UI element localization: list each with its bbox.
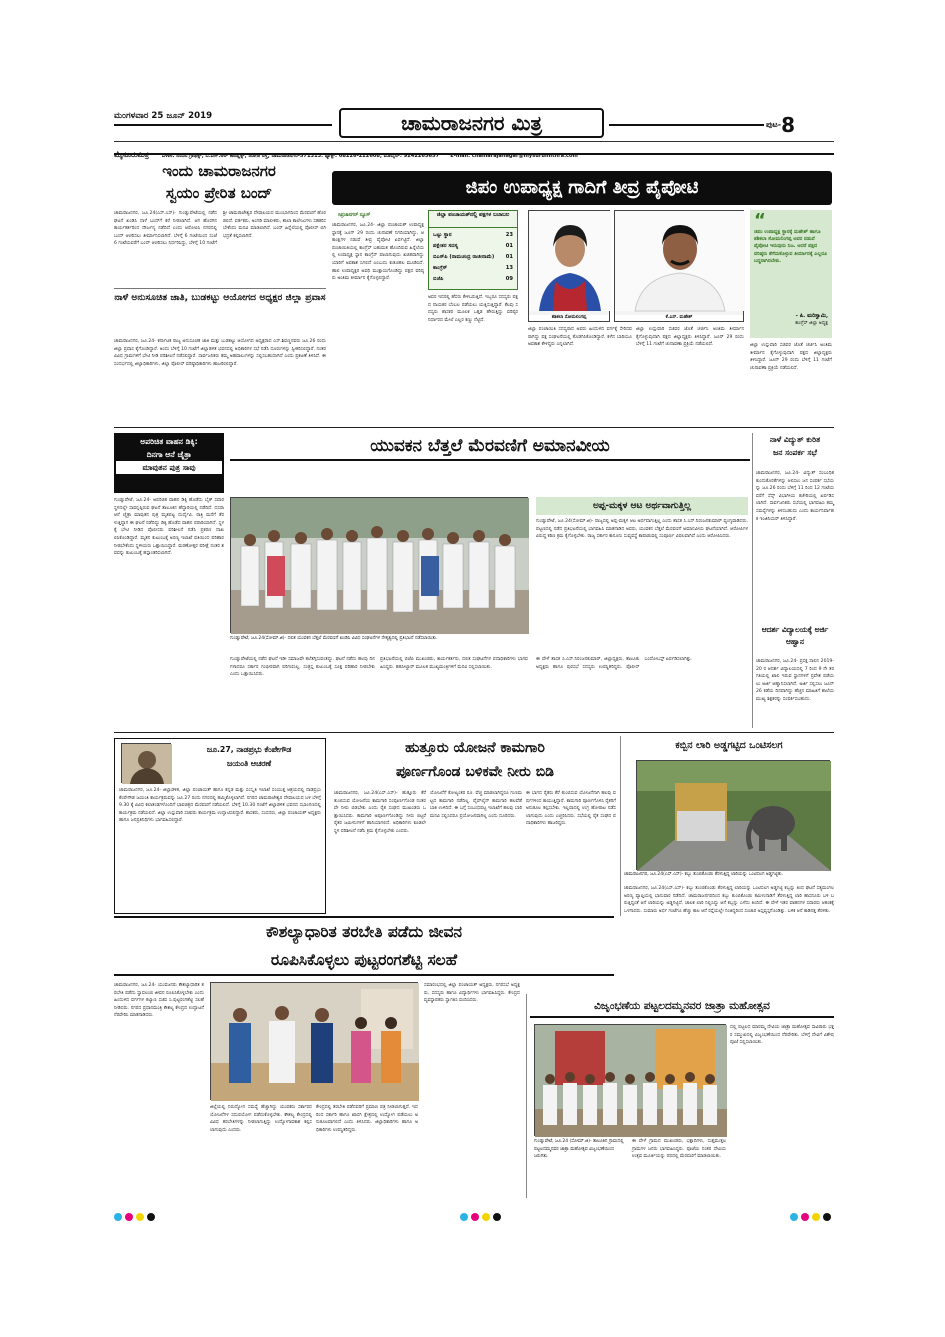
jatra-body-2: ಈ ವೇಳೆ ಗ್ರಾಮದ ಮುಖಂಡರು, ಭಕ್ತಾದಿಗಳು, ಸುತ್ತಮುತ್ತಲ ಗ್ರಾಮಗಳ ಜನರು ಭಾಗವಹಿಸಿದ್ದರು. ಪೂಜೆಯ ನಂತರ ದೇವಿಯ ಉತ್ಸವ ಮೂರ್ತಿಯನ್ನು ರಥದಲ್ಲಿ ಮೆರವಣಿಗೆ ಮಾಡಲಾಯಿತು. — [632, 1139, 726, 1160]
page-label: ಪುಟ- — [766, 120, 782, 129]
sub-logo: ಮೈಸೂರುಮಿತ್ರ — [114, 150, 149, 159]
party-strength-rows — [429, 228, 517, 287]
huttur-headline-line-2: ಪೂರ್ಣಗೊಂಡ ಬಳಿಕವೇ ನೀರು ಬಿಡಿ — [396, 764, 554, 780]
registration-marks-center — [460, 1206, 504, 1225]
adarsha-body: ಚಾಮರಾಜನಗರ, ಜೂ.24- ಪ್ರಸಕ್ತ ಸಾಲಿನ 2019-20 ರ ಆದರ್ಶ ವಿದ್ಯಾಲಯದಲ್ಲಿ 7 ರಿಂದ 9 ನೇ ತರಗತಿಯಲ್ಲಿ ಖಾಲಿ ಇರುವ ಸ್ಥಾನಗಳಿಗೆ ಪ್ರವೇಶ ಪಡೆಯಲು ಅರ್ಜಿ ಆಹ್ವಾನಿಸಲಾಗಿದೆ. ಅರ್ಜಿ ಸಲ್ಲಿಸಲು ಜೂನ್ 26 ಕಡೆಯ ದಿನವಾಗಿದ್ದು ಹೆಚ್ಚಿನ ಮಾಹಿತಿಗೆ ಶಾಲೆಯ ಮುಖ್ಯ ಶಿಕ್ಷಕರನ್ನು ಸಂಪರ್ಕಿಸಬಹುದು. — [756, 659, 834, 702]
bandh-headline-line-2: ಸ್ವಯಂ ಪ್ರೇರಿತ ಬಂದ್ — [165, 184, 273, 202]
divider — [114, 732, 834, 733]
divider — [114, 288, 326, 289]
jatra-photo-caption: ಗುಂಡ್ಲುಪೇಟೆ, ಜೂ.24 (ಸೋಮ್.ಜಿ)- ತಾಲೂಕಿನ ಗ್ರಾಮದಲ್ಲಿ ಪಟ್ಟಲದಮ್ಮನವರ ಜಾತ್ರಾ ಮಹೋತ್ಸವ ವಿಜೃಂಭಣೆಯಿಂದ ಜರುಗಿತು. — [534, 1139, 624, 1159]
protest-photo — [230, 497, 528, 633]
bandh-headline — [114, 160, 324, 206]
candidate-caption-1: ಶಶಿಕಲಾ ಸೋಮಲಿಂಗಪ್ಪ — [529, 315, 609, 321]
lorry-headline: ಕಬ್ಬಿನ ಲಾರಿ ಅಡ್ಡಗಟ್ಟಿದ ಒಂಟಿಸಲಗ — [675, 740, 783, 751]
accident-headline-line-3: ಮಾವುತನ ಪುತ್ರ ಸಾವು — [116, 461, 222, 474]
kaushalya-headline-line-1: ಕೌಶಲ್ಯಾಧಾರಿತ ತರಬೇತಿ ಪಡೆದು ಜೀವನ — [265, 923, 463, 941]
party-name: ಕಾಂಗ್ರೆಸ್ — [433, 265, 448, 271]
protest-photo-caption: ಗುಂಡ್ಲುಪೇಟೆ, ಜೂ.24(ಸೋಮ್.ಜಿ)- ದಲಿತ ಯುವಕನ ಬೆತ್ತಲೆ ಮೆರವಣಿಗೆ ಖಂಡಿಸಿ ವಿವಿಧ ಸಂಘಟನೆಗಳ ನೇತೃತ್ವದಲ್ಲಿ ಪ್ರತಿಭಟನೆ ನಡೆಸಲಾಯಿತು. — [230, 636, 438, 641]
yuvaka-headline: ಯುವಕನ ಬೆತ್ತಲೆ ಮೆರವಣಿಗೆ ಅಮಾನವೀಯ — [230, 431, 750, 461]
bandh-body: ಚಾಮರಾಜನಗರ, ಜೂ.24(ಎಸ್.ಎಸ್)- ಗುಂಡ್ಲುಪೇಟೆಯಲ್ಲಿ ನಡೆದ ಘಟನೆ ಖಂಡಿಸಿ ನಾಳೆ ಬಂದ್‌ಗೆ ಕರೆ ನೀಡಲಾಗಿದೆ. ಆಗ ಹೊರಗಿನ ಕಾರ್ಯಕರ್ತರಿಂದ ದೌರ್ಜನ್ಯ ನಡೆದಿದೆ ಎಂದು ಆರೋಪಿಸಿ ನಗರದಲ್ಲಿ ಬಂದ್ ಆಚರಿಸಲು ತೀರ್ಮಾನಿಸಲಾಗಿದೆ. ಬೆಳಿಗ್ಗೆ 6 ಗಂಟೆಯಿಂದ ಸಂಜೆ 6 ಗಂಟೆಯವರೆಗೆ ಬಂದ್ ಆಚರಿಸಲು ನಿರ್ಧರಿಸಿದ್ದು, ಬೆಳಿಗ್ಗೆ 10 ಗಂಟೆಗೆ ಶ್ರೀ ಚಾಮರಾಜೇಶ್ವರ ದೇವಾಲಯದ ಮುಂಭಾಗದಿಂದ ಮೆರವಣಿಗೆ ಹೊರಡಲಿದೆ. ವರ್ತಕರು, ಅಂಗಡಿ ಮಾಲೀಕರು, ಶಾಲಾ ಕಾಲೇಜುಗಳು ಸಹಕರಿಸಬೇಕೆಂದು ಮನವಿ ಮಾಡಲಾಗಿದೆ. ಬಂದ್ ಹಿನ್ನೆಲೆಯಲ್ಲಿ ಪೊಲೀಸ್ ಬಿಗಿ ಭದ್ರತೆ ಕಲ್ಪಿಸಲಾಗಿದೆ. — [114, 211, 326, 247]
party-strength-row — [433, 230, 513, 241]
huttur-headline-line-1: ಹುತ್ತೂರು ಯೋಜನೆ ಕಾಮಗಾರಿ — [405, 740, 545, 756]
party-seat-count: 01 — [505, 254, 513, 260]
japam-body-3: ಜಿಲ್ಲಾ ಪಂಚಾಯಿತಿ ಸದಸ್ಯರಾದ ಅವರು ಹಿಂದುಳಿದ ವರ್ಗಕ್ಕೆ ಸೇರಿದವರಾಗಿದ್ದು ಪಕ್ಷ ಸಂಘಟನೆಯಲ್ಲಿ ತೊಡಗಿಸಿಕೊಂಡಿದ್ದಾರೆ. ಕಳೆದ ಬಾರಿಯೂ ಅವಕಾಶ ಕೇಳಿದ್ದರು ಎನ್ನಲಾಗಿದೆ. — [528, 327, 632, 348]
accident-headline-line-2: ದಿನಗಾ ಆನೆ ಚೈತ್ರಾ — [146, 450, 192, 459]
quote-role: ಕಾಂಗ್ರೆಸ್ ಜಿಲ್ಲಾ ಅಧ್ಯಕ್ಷ — [795, 321, 828, 326]
candidate-caption-2: ಕೆ.ಎಸ್. ಮಹೇಶ್ — [615, 315, 743, 321]
adarsha-headline: ಆದರ್ಶ ವಿದ್ಯಾಲಯಕ್ಕೆ ಅರ್ಜಿ ಆಹ್ವಾನ — [761, 625, 829, 646]
party-strength-row — [433, 252, 513, 263]
kaushalya-headline-line-2: ರೂಪಿಸಿಕೊಳ್ಳಲು ಪುಟ್ಟರಂಗಶೆಟ್ಟಿ ಸಲಹೆ — [270, 951, 458, 969]
japam-kicker: ಸಿಪ್ರಜಾನಗರ್ ನ್ಯೂಸ್ — [338, 213, 371, 218]
candidate-photo-man — [614, 210, 744, 322]
yuvaka-subheadline: ಅಪ್ಪ-ಮಕ್ಕಳ ಆಟ ಅರ್ಥವಾಗುತ್ತಿಲ್ಲ — [592, 501, 692, 511]
huttur-headline — [334, 736, 616, 786]
party-name: ಬಿಎಸ್‌ಪಿ (ರಾಮಚಂದ್ರ ರಾಜೀನಾಮೆ) — [433, 254, 495, 260]
japam-headline-band — [332, 171, 832, 205]
japam-body-4: ಜಿಲ್ಲಾ ಉಸ್ತುವಾರಿ ಸಚಿವರ ಜೊತೆ ಚರ್ಚಿಸಿ ಅಂತಿಮ ತೀರ್ಮಾನ ಕೈಗೊಳ್ಳುವುದಾಗಿ ಪಕ್ಷದ ಜಿಲ್ಲಾಧ್ಯಕ್ಷರು ತಿಳಿಸಿದ್ದಾರೆ. ಜೂನ್ 29 ರಂದು ಬೆಳಿಗ್ಗೆ 11 ಗಂಟೆಗೆ ಚುನಾವಣಾ ಪ್ರಕ್ರಿಯೆ ನಡೆಯಲಿದೆ. — [636, 327, 744, 348]
yuvaka-body-4: ಈ ವೇಳೆ ಶಾಸಕ ಸಿ.ಎಸ್.ನಿರಂಜನಕುಮಾರ್, ಜಿಲ್ಲಾಧ್ಯಕ್ಷರು, ತಾಲೂಕು ಅಧ್ಯಕ್ಷರು ಹಾಗೂ ಪುರಸಭೆ ಸದಸ್ಯರು ಉಪಸ್ಥಿತರಿದ್ದರು. ಪೊಲೀಸ್ ಬಂದೋಬಸ್ತ್ ಏರ್ಪಡಿಸಲಾಗಿತ್ತು. — [536, 657, 693, 670]
kempegowda-box — [114, 738, 326, 914]
yuvaka-body-2: ಗುಂಡ್ಲುಪೇಟೆಯಲ್ಲಿ ನಡೆದ ಘಟನೆ ಇಡೀ ಸಮಾಜವೇ ತಲೆತಗ್ಗಿಸುವಂತದ್ದು. ಘಟನೆ ನಡೆದು ಹಲವು ದಿನಗಳಾದರೂ ಸರ್ಕಾರ ಗಂಭೀರವಾಗಿ ಪರಿಗಣಿಸಿಲ್ಲ. ಸಂತ್ರಸ್ತ ಕುಟುಂಬಕ್ಕೆ ಸೂಕ್ತ ಪರಿಹಾರ ನೀಡಬೇಕು ಎಂದು ಒತ್ತಾಯಿಸಿದರು. — [230, 657, 375, 678]
kempegowda-headline-box — [175, 743, 323, 783]
party-seat-count: 23 — [505, 232, 513, 238]
party-strength-row — [433, 263, 513, 274]
sc-st-headline: ನಾಳೆ ಅನುಸೂಚಿತ ಜಾತಿ, ಬುಡಕಟ್ಟು ಆಯೋಗದ ಅಧ್ಯಕ್ಷರ ಜಿಲ್ಲಾ ಪ್ರವಾಸ — [114, 292, 326, 303]
quote-author: - ಪಿ. ಮರಿಸ್ವಾಮಿ, — [795, 313, 828, 319]
jatra-photo — [534, 1024, 726, 1136]
vidyut-headline — [756, 433, 834, 467]
party-name: ಒಟ್ಟು ಸ್ಥಾನ — [433, 232, 452, 238]
party-seat-count: 01 — [505, 243, 513, 249]
vidyut-headline-line-2: ಜನ ಸಂಪರ್ಕ ಸಭೆ — [773, 448, 817, 457]
masthead-rule-right — [609, 124, 764, 126]
yuvaka-body-3: ಪ್ರತಿಭಟನೆಯಲ್ಲಿ ಬಿಜೆಪಿ ಮುಖಂಡರು, ಕಾರ್ಯಕರ್ತರು, ದಲಿತ ಸಂಘಟನೆಗಳ ಪದಾಧಿಕಾರಿಗಳು ಭಾಗವಹಿಸಿದ್ದರು. ತಹಸೀಲ್ದಾರ್ ಮೂಲಕ ಮುಖ್ಯಮಂತ್ರಿಗಳಿಗೆ ಮನವಿ ಸಲ್ಲಿಸಲಾಯಿತು. — [380, 657, 528, 670]
address-strip — [114, 141, 834, 159]
bandh-headline-line-1: ಇಂದು ಚಾಮರಾಜನಗರ — [162, 162, 276, 180]
kaushalya-headline — [114, 916, 614, 976]
candidate-photo-woman — [528, 210, 610, 322]
vidyut-headline-line-1: ನಾಳೆ ವಿದ್ಯುತ್ ಕುರಿತ — [769, 435, 821, 444]
skill-centre-photo — [210, 982, 418, 1100]
japam-headline: ಜಿಪಂ ಉಪಾಧ್ಯಕ್ಷ ಗಾದಿಗೆ ತೀವ್ರ ಪೈಪೋಟಿ — [465, 177, 699, 198]
party-strength-row — [433, 274, 513, 285]
kempegowda-headline-line-1: ಜೂ.27, ನಾಡಪ್ರಭು ಕೆಂಪೇಗೌಡ — [206, 745, 292, 754]
kaushalya-body-3: ಕೇಂದ್ರದಲ್ಲಿ ತರಬೇತಿ ಪಡೆದವರಿಗೆ ಪ್ರಮಾಣ ಪತ್ರ ನೀಡಲಾಗುತ್ತದೆ. ಇದರಿಂದ ಸರ್ಕಾರಿ ಹಾಗೂ ಖಾಸಗಿ ಕ್ಷೇತ್ರದಲ್ಲಿ ಉದ್ಯೋಗ ಪಡೆಯಲು ಅನುಕೂಲವಾಗಲಿದೆ ಎಂದು ತಿಳಿಸಿದರು. ಜಿಲ್ಲಾಧಿಕಾರಿಗಳು ಹಾಗೂ ಅಧಿಕಾರಿಗಳು ಉಪಸ್ಥಿತರಿದ್ದರು. — [316, 1105, 418, 1133]
kempegowda-portrait — [121, 743, 171, 783]
divider — [752, 433, 753, 728]
party-name: ಪಕ್ಷೇತರ ಸದಸ್ಯ — [433, 243, 459, 249]
party-seat-count: 13 — [505, 265, 513, 271]
accident-headline-box — [114, 433, 224, 493]
address-text: ವಿಳಾಸ: ನಂದಿನಿ ಗ್ರಾಫಿಕ್ಸ್, ಬಿ.ಎಸ್.ಆರ್ ಕಾಂಪ್ಲೆಕ್ಸ್, ಜೋಡಿ ರಸ್ತೆ, ಚಾಮರಾಜನಗರ-571313. ಫ್ಯಾಕ್ಸ್: 08226-222608, ಮೊಬೈಲ್: 9242265657 — [161, 153, 440, 159]
quote-followup: ಜಿಲ್ಲಾ ಉಸ್ತುವಾರಿ ಸಚಿವರ ಜೊತೆ ಚರ್ಚಿಸಿ ಅಂತಿಮ ತೀರ್ಮಾನ ಕೈಗೊಳ್ಳುವುದಾಗಿ ಪಕ್ಷದ ಜಿಲ್ಲಾಧ್ಯಕ್ಷರು ತಿಳಿಸಿದ್ದಾರೆ. ಜೂನ್ 29 ರಂದು ಬೆಳಿಗ್ಗೆ 11 ಗಂಟೆಗೆ ಚುನಾವಣಾ ಪ್ರಕ್ರಿಯೆ ನಡೆಯಲಿದೆ. — [750, 343, 832, 371]
party-name: ಬಿಜೆಪಿ — [433, 276, 444, 282]
masthead-date: ಮಂಗಳವಾರ 25 ಜೂನ್ 2019 — [114, 111, 213, 121]
kempegowda-headline-line-2: ಜಯಂತಿ ಆಚರಣೆ — [226, 759, 272, 768]
registration-marks-left — [114, 1206, 158, 1225]
masthead-rule-left — [114, 124, 332, 126]
huttur-body-1: ಚಾಮರಾಜನಗರ, ಜೂ.24(ಎಸ್.ಎಸ್)- ಹುತ್ತೂರು ಕೆರೆ ತುಂಬಿಸುವ ಯೋಜನೆಯ ಕಾಮಗಾರಿ ಸಂಪೂರ್ಣಗೊಂಡ ನಂತರವೇ ನೀರು ಬಿಡಬೇಕು ಎಂದು ರೈತ ಸಂಘದ ಮುಖಂಡರು ಒತ್ತಾಯಿಸಿದರು. ಕಾಮಗಾರಿ ಅಪೂರ್ಣಗೊಂಡಿದ್ದು ನೀರು ಬಿಟ್ಟರೆ ರೈತರ ಜಮೀನುಗಳಿಗೆ ಹಾನಿಯಾಗಲಿದೆ. ಅಧಿಕಾರಿಗಳು ಕೂಡಲೇ ಸ್ಥಳ ಪರಿಶೀಲನೆ ನಡೆಸಿ ಕ್ರಮ ಕೈಗೊಳ್ಳಬೇಕು ಎಂದರು. — [334, 791, 426, 834]
quote-mark-icon: “ — [754, 210, 766, 231]
accident-headline-line-1: ಅಪರಿಚಿತ ವಾಹನ ಡಿಕ್ಕಿ: — [140, 437, 198, 446]
huttur-body-2: ಯೋಜನೆಗೆ ಕೋಟ್ಯಂತರ ರೂ. ವೆಚ್ಚ ಮಾಡಲಾಗಿದ್ದರೂ ಗುಣಮಟ್ಟದ ಕಾಮಗಾರಿ ನಡೆದಿಲ್ಲ. ಪೈಪ್‌ಲೈನ್ ಕಾಮಗಾರಿ ಹಲವೆಡೆ ಬಾಕಿ ಉಳಿದಿದೆ. ಈ ಬಗ್ಗೆ ಸಂಬಂಧಪಟ್ಟ ಇಲಾಖೆಗೆ ಹಲವು ಬಾರಿ ಮನವಿ ಸಲ್ಲಿಸಿದರೂ ಪ್ರಯೋಜನವಾಗಿಲ್ಲ ಎಂದು ದೂರಿದರು. — [430, 791, 522, 819]
elephant-photo-caption: ಚಾಮರಾಜನಗರ, ಜೂ.24(ಎಸ್.ಎಸ್)- ಕಬ್ಬು ತುಂಬಿಕೊಂಡು ತೆರಳುತ್ತಿದ್ದ ಲಾರಿಯನ್ನು ಒಂಟಿಸಲಗ ಅಡ್ಡಗಟ್ಟಿತು. — [624, 872, 784, 877]
elephant-photo — [636, 760, 830, 870]
divider — [620, 736, 621, 916]
vidyut-body: ಚಾಮರಾಜನಗರ, ಜೂ.24- ವಿದ್ಯುತ್ ಸಂಬಂಧಿತ ಕುಂದುಕೊರತೆಗಳನ್ನು ಆಲಿಸಲು ಜನ ಸಂಪರ್ಕ ಸಭೆಯನ್ನು ಜೂ.26 ರಂದು ಬೆಳಿಗ್ಗೆ 11 ರಿಂದ 12 ಗಂಟೆಯವರೆಗೆ ಸೆಸ್ಕ್ ವಿಭಾಗೀಯ ಕಚೇರಿಯಲ್ಲಿ ಏರ್ಪಡಿಸಲಾಗಿದೆ. ಸಾರ್ವಜನಿಕರು ಸಭೆಯಲ್ಲಿ ಭಾಗವಹಿಸಿ ತಮ್ಮ ಸಮಸ್ಯೆಗಳನ್ನು ತಿಳಿಸಬಹುದು ಎಂದು ಕಾರ್ಯನಿರ್ವಾಹಕ ಇಂಜಿನಿಯರ್ ತಿಳಿಸಿದ್ದಾರೆ. — [756, 471, 834, 522]
kaushalya-body-1: ಚಾಮರಾಜನಗರ, ಜೂ.24- ಯುವಜನರು ಕೌಶಲ್ಯಾಧಾರಿತ ತರಬೇತಿ ಪಡೆದು ಸ್ವಾವಲಂಬಿ ಜೀವನ ರೂಪಿಸಿಕೊಳ್ಳಬೇಕು ಎಂದು ಹಿಂದುಳಿದ ವರ್ಗಗಳ ಕಲ್ಯಾಣ ಸಚಿವ ಸಿ.ಪುಟ್ಟರಂಗಶೆಟ್ಟಿ ಸಲಹೆ ನೀಡಿದರು. ನಗರದ ಪ್ರಧಾನಮಂತ್ರಿ ಕೌಶಲ್ಯ ಕೇಂದ್ರದ ಉದ್ಘಾಟನೆ ನೆರವೇರಿಸಿ ಮಾತನಾಡಿದರು. — [114, 983, 204, 1019]
party-strength-row — [433, 241, 513, 252]
yuvaka-body-1: ಗುಂಡ್ಲುಪೇಟೆ, ಜೂ.24(ಸೋಮ್.ಜಿ)- ರಾಜ್ಯದಲ್ಲಿ ಅಪ್ಪ-ಮಕ್ಕಳ ಆಟ ಅರ್ಥವಾಗುತ್ತಿಲ್ಲ ಎಂದು ಶಾಸಕ ಸಿ.ಎಸ್.ನಿರಂಜನಕುಮಾರ್ ವ್ಯಂಗ್ಯವಾಡಿದರು. ಪಟ್ಟಣದಲ್ಲಿ ನಡೆದ ಪ್ರತಿಭಟನೆಯಲ್ಲಿ ಭಾಗವಹಿಸಿ ಮಾತನಾಡಿದ ಅವರು, ಯುವಕನ ಬೆತ್ತಲೆ ಮೆರವಣಿಗೆ ಅಮಾನವೀಯ ಘಟನೆಯಾಗಿದೆ. ಆರೋಪಿಗಳ ವಿರುದ್ಧ ಕಠಿಣ ಕ್ರಮ ಕೈಗೊಳ್ಳಬೇಕು. ರಾಜ್ಯ ಸರ್ಕಾರ ಕಾನೂನು ಸುವ್ಯವಸ್ಥೆ ಕಾಪಾಡುವಲ್ಲಿ ಸಂಪೂರ್ಣ ವಿಫಲವಾಗಿದೆ ಎಂದು ಆರೋಪಿಸಿದರು. — [536, 519, 748, 540]
divider — [526, 994, 527, 1198]
kaushalya-body-2: ಜಿಲ್ಲೆಯಲ್ಲಿ ನಿರುದ್ಯೋಗ ಸಮಸ್ಯೆ ಹೆಚ್ಚಾಗಿದ್ದು ಯುವಕರು ಸರ್ಕಾರದ ಯೋಜನೆಗಳ ಸದುಪಯೋಗ ಪಡೆದುಕೊಳ್ಳಬೇಕು. ಕೌಶಲ್ಯ ಕೇಂದ್ರದಲ್ಲಿ ವಿವಿಧ ತರಬೇತಿಗಳನ್ನು ನೀಡಲಾಗುತ್ತಿದ್ದು ಉದ್ಯೋಗಾವಕಾಶ ಕಲ್ಪಿಸಲಾಗುವುದು ಎಂದರು. — [210, 1105, 312, 1133]
jatra-body-1: ದಲ್ಲಿ ಪಟ್ಟಲದ ಮಾರಮ್ಮ ದೇವಿಯ ಜಾತ್ರಾ ಮಹೋತ್ಸವ ಸಾವಿರಾರು ಭಕ್ತರ ಸಮ್ಮುಖದಲ್ಲಿ ವಿಜೃಂಭಣೆಯಿಂದ ನೆರವೇರಿತು. ಬೆಳಿಗ್ಗೆ ದೇವಿಗೆ ವಿಶೇಷ ಪೂಜೆ ಸಲ್ಲಿಸಲಾಯಿತು. — [730, 1025, 834, 1046]
japam-body-2: ಅವರ ಇದರಲ್ಲಿ ಹೆಸರು ಕೇಳಿಬರುತ್ತಿದೆ. ಇಬ್ಬರೂ ಸದಸ್ಯರು ಪಕ್ಷದ ನಾಯಕರ ಬೆಂಬಲ ಪಡೆಯಲು ಯತ್ನಿಸುತ್ತಿದ್ದಾರೆ. ಕೆಲವು ಸದಸ್ಯರು ಶಾಸಕರ ಮೂಲಕ ಒತ್ತಡ ಹೇರುತ್ತಿದ್ದು ವರಿಷ್ಠರ ನಿರ್ಧಾರದ ಮೇಲೆ ಎಲ್ಲರ ಕಣ್ಣು ನೆಟ್ಟಿದೆ. — [428, 295, 518, 323]
registration-marks-right — [790, 1206, 834, 1225]
huttur-body-3: ಈ ಭಾಗದ ರೈತರು ಕೆರೆ ತುಂಬಿಸುವ ಯೋಜನೆಗಾಗಿ ಹಲವು ವರ್ಷಗಳಿಂದ ಕಾಯುತ್ತಿದ್ದಾರೆ. ಕಾಮಗಾರಿ ಪೂರ್ಣಗೊಳಿಸಿ ರೈತರಿಗೆ ಅನುಕೂಲ ಕಲ್ಪಿಸಬೇಕು. ಇಲ್ಲವಾದಲ್ಲಿ ಉಗ್ರ ಹೋರಾಟ ನಡೆಸಲಾಗುವುದು ಎಂದು ಎಚ್ಚರಿಸಿದರು. ಸಭೆಯಲ್ಲಿ ರೈತ ಸಂಘದ ಪದಾಧಿಕಾರಿಗಳು ಹಾಜರಿದ್ದರು. — [526, 791, 616, 827]
sc-st-body: ಚಾಮರಾಜನಗರ, ಜೂ.24- ಕರ್ನಾಟಕ ರಾಜ್ಯ ಅನುಸೂಚಿತ ಜಾತಿ ಮತ್ತು ಬುಡಕಟ್ಟು ಆಯೋಗದ ಅಧ್ಯಕ್ಷರಾದ ಎಸ್.ಶಿವಣ್ಣನವರು ಜೂ.26 ರಂದು ಜಿಲ್ಲಾ ಪ್ರವಾಸ ಕೈಗೊಂಡಿದ್ದಾರೆ. ಅಂದು ಬೆಳಿಗ್ಗೆ 10 ಗಂಟೆಗೆ ಜಿಲ್ಲಾಡಳಿತ ಭವನದಲ್ಲಿ ಅಧಿಕಾರಿಗಳ ಸಭೆ ನಡೆಸಿ ದೂರುಗಳನ್ನು ಸ್ವೀಕರಿಸಲಿದ್ದಾರೆ. ನಂತರ ವಿವಿಧ ಗ್ರಾಮಗಳಿಗೆ ಭೇಟಿ ನೀಡಿ ಪರಿಶೀಲನೆ ನಡೆಸಲಿದ್ದಾರೆ. ಸಾರ್ವಜನಿಕರು ತಮ್ಮ ಅಹವಾಲುಗಳನ್ನು ಸಲ್ಲಿಸಬಹುದಾಗಿದೆ ಎಂದು ಪ್ರಕಟಣೆ ತಿಳಿಸಿದೆ. ಈ ಸಂದರ್ಭದಲ್ಲಿ ಜಿಲ್ಲಾಧಿಕಾರಿಗಳು, ಜಿಲ್ಲಾ ಪೊಲೀಸ್ ವರಿಷ್ಠಾಧಿಕಾರಿಗಳು ಹಾಜರಿರಲಿದ್ದಾರೆ. — [114, 339, 326, 367]
japam-body-1: ಚಾಮರಾಜನಗರ, ಜೂ.24- ಜಿಲ್ಲಾ ಪಂಚಾಯತ್ ಉಪಾಧ್ಯಕ್ಷ ಸ್ಥಾನಕ್ಕೆ ಜೂನ್ 29 ರಂದು ಚುನಾವಣೆ ನಿಗದಿಯಾಗಿದ್ದು, ಆಕಾಂಕ್ಷಿಗಳ ನಡುವೆ ತೀವ್ರ ಪೈಪೋಟಿ ಏರ್ಪಟ್ಟಿದೆ. ಜಿಲ್ಲಾ ಪಂಚಾಯಿತಿಯಲ್ಲಿ ಕಾಂಗ್ರೆಸ್ ಬಹುಮತ ಹೊಂದಿರುವ ಹಿನ್ನೆಲೆಯಲ್ಲಿ ಉಪಾಧ್ಯಕ್ಷ ಸ್ಥಾನ ಕಾಂಗ್ರೆಸ್ ಪಾಲಾಗುವುದು ಖಚಿತವಾಗಿದ್ದು ಯಾರಿಗೆ ಅವಕಾಶ ಸಿಗಲಿದೆ ಎಂಬುದು ಕುತೂಹಲ ಮೂಡಿಸಿದೆ. ಹಾಲಿ ಉಪಾಧ್ಯಕ್ಷರ ಅವಧಿ ಮುಕ್ತಾಯಗೊಂಡಿದ್ದು ಪಕ್ಷದ ವರಿಷ್ಠರು ಅಂತಿಮ ತೀರ್ಮಾನ ಕೈಗೊಳ್ಳಲಿದ್ದಾರೆ. — [332, 223, 424, 282]
page-number-box — [766, 113, 834, 135]
divider — [114, 427, 834, 428]
jatra-headline: ವಿಜೃಂಭಣೆಯ ಪಟ್ಟಲದಮ್ಮನವರ ಜಾತ್ರಾ ಮಹೋತ್ಸವ — [530, 994, 834, 1018]
party-strength-box — [428, 210, 518, 290]
yuvaka-subheadline-box — [536, 497, 748, 515]
page-number: 8 — [781, 113, 795, 137]
masthead-title: ಚಾಮರಾಜನಗರ ಮಿತ್ರ — [339, 108, 604, 138]
kaushalya-body-4: ಸಮಾರಂಭದಲ್ಲಿ ಜಿಲ್ಲಾ ಪಂಚಾಯತ್ ಅಧ್ಯಕ್ಷರು, ನಗರಸಭೆ ಅಧ್ಯಕ್ಷರು, ಸದಸ್ಯರು ಹಾಗೂ ವಿದ್ಯಾರ್ಥಿಗಳು ಭಾಗವಹಿಸಿದ್ದರು. ಕೇಂದ್ರದ ವ್ಯವಸ್ಥಾಪಕರು ಸ್ವಾಗತಿಸಿ ವಂದಿಸಿದರು. — [424, 983, 520, 1004]
party-strength-title: ಜಿಲ್ಲಾ ಪಂಚಾಯತ್‌ನಲ್ಲಿ ಪಕ್ಷಗಳ ಬಲಾಬಲ — [429, 211, 517, 228]
party-seat-count: 09 — [505, 276, 513, 282]
accident-body: ಗುಂಡ್ಲುಪೇಟೆ, ಜೂ.24- ಅಪರಿಚಿತ ವಾಹನ ಡಿಕ್ಕಿ ಹೊಡೆದು ಬೈಕ್ ಸವಾರ ಸ್ಥಳದಲ್ಲೇ ಸಾವನ್ನಪ್ಪಿರುವ ಘಟನೆ ತಾಲೂಕಿನ ಹೆದ್ದಾರಿಯಲ್ಲಿ ನಡೆದಿದೆ. ದಸರಾ ಆನೆ ಚೈತ್ರಾ ಮಾವುತನ ಪುತ್ರ ಮೃತಪಟ್ಟ ದುರ್ದೈವಿ. ರಾತ್ರಿ ಮನೆಗೆ ತೆರಳುತ್ತಿದ್ದಾಗ ಈ ಘಟನೆ ನಡೆದಿದ್ದು ಡಿಕ್ಕಿ ಹೊಡೆದ ವಾಹನ ಪರಾರಿಯಾಗಿದೆ. ಸ್ಥಳಕ್ಕೆ ಭೇಟಿ ನೀಡಿದ ಪೊಲೀಸರು ಪರಿಶೀಲನೆ ನಡೆಸಿ ಪ್ರಕರಣ ದಾಖಲಿಸಿಕೊಂಡಿದ್ದಾರೆ. ಮೃತನ ಕುಟುಂಬಕ್ಕೆ ಅರಣ್ಯ ಇಲಾಖೆ ವತಿಯಿಂದ ಪರಿಹಾರ ನೀಡಬೇಕೆಂದು ಸ್ಥಳೀಯರು ಒತ್ತಾಯಿಸಿದ್ದಾರೆ. ಮರಣೋತ್ತರ ಪರೀಕ್ಷೆ ನಂತರ ಶವವನ್ನು ಕುಟುಂಬಕ್ಕೆ ಹಸ್ತಾಂತರಿಸಲಾಗಿದೆ. — [114, 498, 224, 557]
kempegowda-body: ಚಾಮರಾಜನಗರ, ಜೂ.24- ಜಿಲ್ಲಾಡಳಿತ, ಜಿಲ್ಲಾ ಪಂಚಾಯತ್ ಹಾಗೂ ಕನ್ನಡ ಮತ್ತು ಸಂಸ್ಕೃತಿ ಇಲಾಖೆ ಸಂಯುಕ್ತ ಆಶ್ರಯದಲ್ಲಿ ನಾಡಪ್ರಭು ಕೆಂಪೇಗೌಡ ಜಯಂತಿ ಕಾರ್ಯಕ್ರಮವನ್ನು ಜೂ.27 ರಂದು ನಗರದಲ್ಲಿ ಹಮ್ಮಿಕೊಳ್ಳಲಾಗಿದೆ. ನಗರದ ಚಾಮರಾಜೇಶ್ವರ ದೇವಾಲಯದ ಬಳಿ ಬೆಳಿಗ್ಗೆ 9.30 ಕ್ಕೆ ವಿವಿಧ ಕಲಾತಂಡಗಳೊಂದಿಗೆ ಭಾವಚಿತ್ರದ ಮೆರವಣಿಗೆ ನಡೆಯಲಿದೆ. ಬೆಳಿಗ್ಗೆ 10.30 ಗಂಟೆಗೆ ಜಿಲ್ಲಾಡಳಿತ ಭವನದ ಸಭಾಂಗಣದಲ್ಲಿ ಕಾರ್ಯಕ್ರಮ ನಡೆಯಲಿದೆ. ಜಿಲ್ಲಾ ಉಸ್ತುವಾರಿ ಸಚಿವರು ಕಾರ್ಯಕ್ರಮ ಉದ್ಘಾಟಿಸಲಿದ್ದಾರೆ. ಶಾಸಕರು, ಸಂಸದರು, ಜಿಲ್ಲಾ ಪಂಚಾಯತ್ ಅಧ್ಯಕ್ಷರು ಹಾಗೂ ಜನಪ್ರತಿನಿಧಿಗಳು ಭಾಗವಹಿಸಲಿದ್ದಾರೆ. — [119, 788, 321, 824]
quote-box — [750, 210, 832, 338]
quote-text: ಜಿಪಂ ಉಪಾಧ್ಯಕ್ಷ ಸ್ಥಾನಕ್ಕೆ ಮಹೇಶ್ ಹಾಗೂ ಶಶಿಕಲಾ ಸೋಮಲಿಂಗಪ್ಪ ಅವರ ನಡುವೆ ಪೈಪೋಟಿ ಇರುವುದು ನಿಜ. ಆದರೆ ಪಕ್ಷದ ವರಿಷ್ಠರು ತೆಗೆದುಕೊಳ್ಳುವ ತೀರ್ಮಾನಕ್ಕೆ ಎಲ್ಲರೂ ಬದ್ಧರಾಗಿರಬೇಕು. — [754, 229, 827, 264]
email-text: E-mail: chamarajanagar@mysurumithra.com — [450, 153, 578, 159]
lorry-body: ಚಾಮರಾಜನಗರ, ಜೂ.24(ಎಸ್.ಎಸ್)- ಕಬ್ಬು ತುಂಬಿಕೊಂಡು ತೆರಳುತ್ತಿದ್ದ ಲಾರಿಯನ್ನು ಒಂಟಿಸಲಗ ಅಡ್ಡಗಟ್ಟಿ ಕಬ್ಬನ್ನು ತಿಂದ ಘಟನೆ ಸತ್ಯಮಂಗಲ ಅರಣ್ಯ ವ್ಯಾಪ್ತಿಯಲ್ಲಿ ಭಾನುವಾರ ನಡೆದಿದೆ. ಚಾಮರಾಜನಗರದಿಂದ ಕಬ್ಬು ತುಂಬಿಕೊಂಡು ತಮಿಳುನಾಡಿಗೆ ತೆರಳುತ್ತಿದ್ದ ಲಾರಿ ಹಾಸನೂರು ಬಳಿ ಬರುತ್ತಿದ್ದಂತೆ ಆನೆ ಲಾರಿಯನ್ನು ಅಡ್ಡಗಟ್ಟಿದೆ. ಚಾಲಕ ಲಾರಿ ನಿಲ್ಲಿಸಿದ್ದು ಆನೆ ಕಬ್ಬನ್ನು ಎಳೆದು ತಿಂದಿದೆ. ಈ ವೇಳೆ ಇತರ ವಾಹನಗಳ ಸವಾರರು ಆತಂಕಕ್ಕೆ ಒಳಗಾದರು. ಸುಮಾರು ಅರ್ಧ ಗಂಟೆಗೂ ಹೆಚ್ಚು ಕಾಲ ಆನೆ ರಸ್ತೆಯಲ್ಲೇ ನಿಂತಿದ್ದರಿಂದ ಸಂಚಾರ ಅಸ್ತವ್ಯಸ್ತಗೊಂಡಿತ್ತು. ಬಳಿಕ ಆನೆ ಕಾಡಿನತ್ತ ತೆರಳಿತು. — [624, 886, 834, 914]
